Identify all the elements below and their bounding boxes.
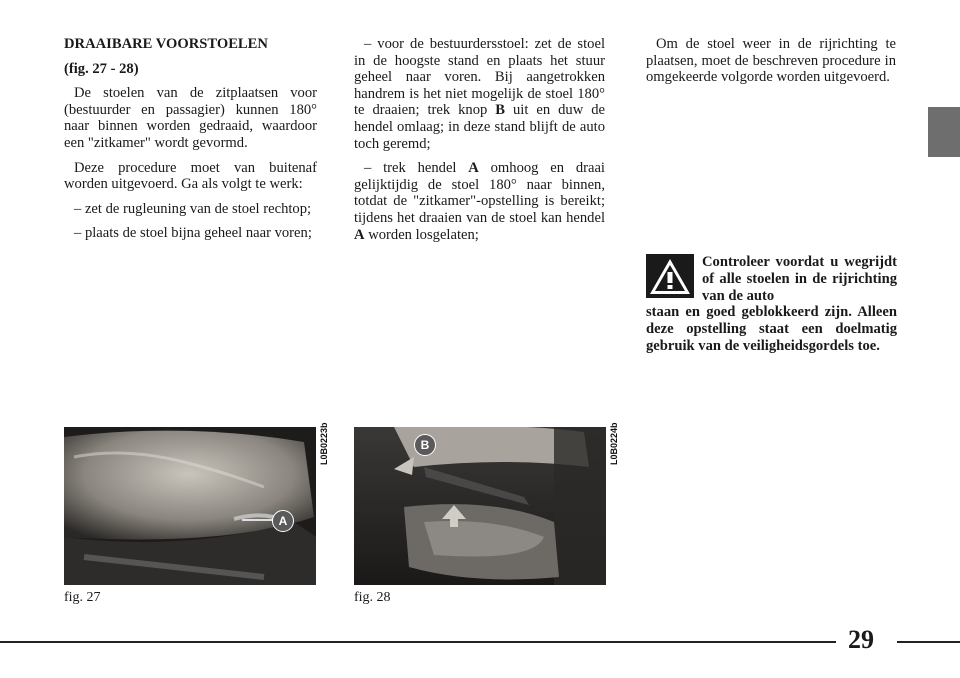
step-backrest: – zet de rugleuning van de stoel rechtop; bbox=[74, 200, 312, 217]
callout-a: A bbox=[272, 510, 294, 532]
figure-reference: (fig. 27 - 28) bbox=[64, 60, 139, 77]
paragraph-reverse: Om de stoel weer in de rijrichting te plaatsen, moet de beschreven procedure in omgekeerde volgorde worden uitgevoerd. bbox=[646, 36, 896, 86]
figure-28-caption: fig. 28 bbox=[354, 590, 391, 605]
footer-rule-left bbox=[0, 641, 836, 643]
warning-triangle-icon bbox=[646, 254, 694, 298]
section-tab bbox=[928, 107, 960, 157]
step-forward: – plaats de stoel bijna geheel naar voren; bbox=[74, 225, 312, 242]
column-3 bbox=[646, 36, 896, 94]
callout-b: B bbox=[414, 434, 436, 456]
figure-27-code: L0B0223b bbox=[319, 422, 329, 465]
paragraph-procedure: Deze procedure moet van buitenaf worden uitgevoerd. Ga als volgt te werk: bbox=[64, 159, 317, 193]
step-rotate-seat: – trek hendel A omhoog en draai gelijktijdig de stoel 180° naar binnen, totdat de "zitkamer"-opstelling is bereikt; tijdens het draaien van de stoel kan hendel A worden losgelaten; bbox=[354, 160, 605, 243]
figure-27-photo bbox=[64, 427, 316, 585]
page-number: 29 bbox=[848, 625, 874, 654]
column-2 bbox=[354, 36, 605, 251]
warning-box bbox=[646, 254, 897, 355]
footer-rule-right bbox=[897, 641, 960, 643]
paragraph-intro: De stoelen van de zitplaatsen voor (bestuurder en passagier) kunnen 180° naar binnen worden gedraaid, waardoor een "zitkamer" wordt gevormd. bbox=[64, 85, 317, 151]
column-1 bbox=[64, 36, 317, 250]
figure-28-photo bbox=[354, 427, 606, 585]
section-heading: DRAAIBARE VOORSTOELEN bbox=[64, 36, 268, 52]
figure-27-caption: fig. 27 bbox=[64, 590, 101, 605]
warning-text: Controleer voordat u wegrijdt of alle stoelen in de rijrichting van de auto staan en goed geblokkeerd zijn. Alleen deze opstelling staat een doelmatig gebruik van de veiligheidsgordels toe. bbox=[646, 254, 897, 354]
step-driver-seat: – voor de bestuurdersstoel: zet de stoel in de hoogste stand en plaats het stuur geheel naar voren. Bij aangetrokken handrem is het niet mogelijk de stoel 180° te draaien; trek knop B uit en duw de hendel omlaag; in deze stand blijft de auto toch geremd; bbox=[354, 36, 606, 152]
figure-28-code: L0B0224b bbox=[609, 422, 619, 465]
